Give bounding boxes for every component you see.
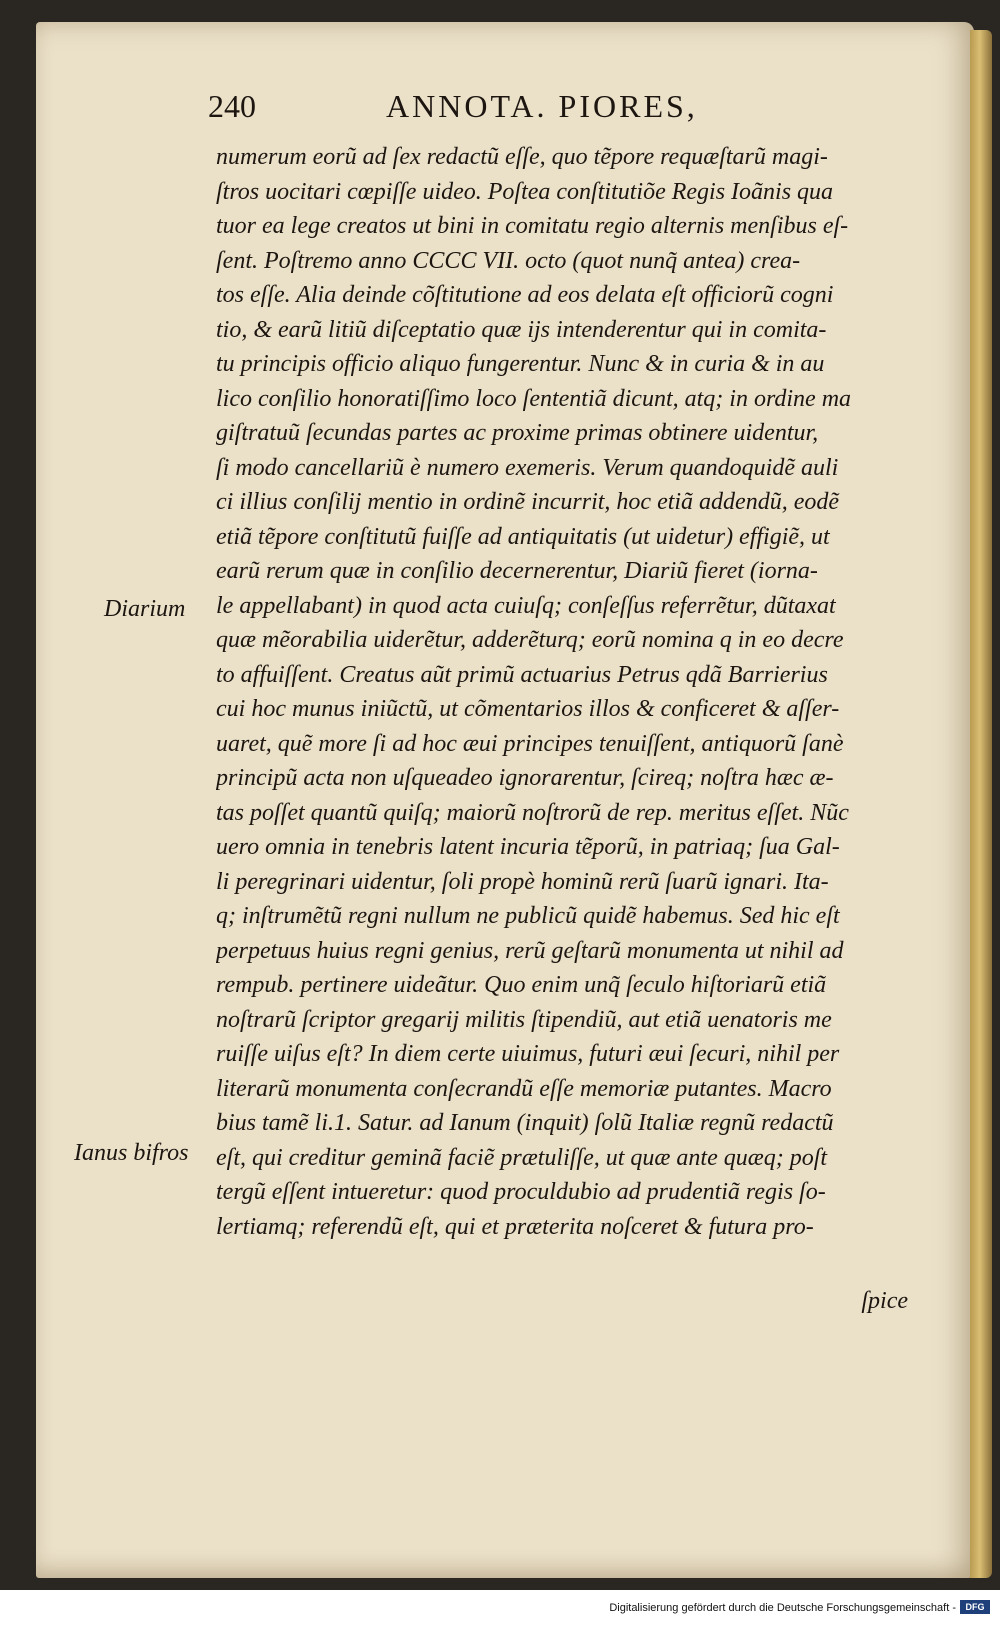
text-line: tu principis officio aliquo fungerentur. Nunc & in curia & in au xyxy=(216,351,825,377)
catchword: ſpice xyxy=(861,1288,908,1314)
funding-credit: Digitalisierung gefördert durch die Deutsche Forschungsgemeinschaft - xyxy=(609,1602,956,1614)
text-line: earũ rerum quæ in conſilio decernerentur, Diariũ fieret (iorna- xyxy=(216,558,818,584)
text-line: eſt, qui creditur geminã faciẽ prætuliſſe, ut quæ ante quæq; poſt xyxy=(216,1144,828,1171)
page-header xyxy=(208,88,748,132)
text-line: ruiſſe uiſus eſt? In diem certe uiuimus, futuri æui ſecuri, nihil per xyxy=(216,1041,840,1067)
text-line: etiã tẽpore conſtitutũ fuiſſe ad antiquitatis (ut uidetur) effigiẽ, ut xyxy=(216,523,830,550)
text-line: to affuiſſent. Creatus aũt primũ actuarius Petrus qdã Barrierius xyxy=(216,661,828,688)
body-text xyxy=(216,140,916,1244)
running-head: ANNOTA. PIORES, xyxy=(386,88,698,124)
text-line: ci illius conſilij mentio in ordinẽ incurrit, hoc etiã addendũ, eodẽ xyxy=(216,489,840,515)
text-line: uero omnia in tenebris latent incuria tẽporũ, in patriaq; ſua Gal- xyxy=(216,834,840,860)
text-line: noſtrarũ ſcriptor gregarij militis ſtipendiũ, aut etiã uenatoris me xyxy=(216,1006,832,1033)
footer-bar xyxy=(0,1590,1000,1626)
text-line: ſtros uocitari cœpiſſe uideo. Poſtea conſtitutiõe Regis Ioãnis qua xyxy=(216,178,834,205)
text-line: q; inſtrumẽtũ regni nullum ne publicũ quidẽ habemus. Sed hic eſt xyxy=(216,903,840,929)
text-line: rempub. pertinere uideãtur. Quo enim unq̃ ſeculo hiſtoriarũ etiã xyxy=(216,972,827,998)
text-line: lertiamq; referendũ eſt, qui et præterita noſceret & futura pro- xyxy=(216,1213,814,1240)
text-line: literarũ monumenta conſecrandũ eſſe memoriæ putantes. Macro xyxy=(216,1075,832,1102)
text-line: perpetuus huius regni genius, rerũ geſtarũ monumenta ut nihil ad xyxy=(216,937,844,964)
text-line: numerum eorũ ad ſex redactũ eſſe, quo tẽpore requæſtarũ magi- xyxy=(216,144,828,170)
page-edge xyxy=(970,30,992,1578)
text-line: tuor ea lege creatos ut bini in comitatu regio alternis menſibus eſ- xyxy=(216,213,849,239)
text-line: lico conſilio honoratiſſimo loco ſententiã dicunt, atq; in ordine ma xyxy=(216,385,852,412)
text-line: uaret, quẽ more ſi ad hoc æui principes tenuiſſent, antiquorũ ſanè xyxy=(216,730,844,757)
text-line: tergũ eſſent intueretur: quod proculdubio ad prudentiã regis ſo- xyxy=(216,1179,826,1205)
marginal-note-diarium: Diarium xyxy=(104,596,186,622)
text-line: giſtratuũ ſecundas partes ac proxime primas obtinere uidentur, xyxy=(216,420,819,446)
text-line: bius tamẽ li.1. Satur. ad Ianum (inquit) ſolũ Italiæ regnũ redactũ xyxy=(216,1110,834,1136)
marginal-note-ianus: Ianus bifros xyxy=(74,1140,189,1166)
text-line: tas poſſet quantũ quiſq; maiorũ noſtrorũ de rep. meritus eſſet. Nũc xyxy=(216,799,849,826)
text-line: quæ mẽorabilia uiderẽtur, adderẽturq; eorũ nomina q in eo decre xyxy=(216,627,844,653)
text-line: tos eſſe. Alia deinde cõſtitutione ad eos delata eſt officiorũ cogni xyxy=(216,282,834,308)
text-line: le appellabant) in quod acta cuiuſq; conſeſſus referrẽtur, dũtaxat xyxy=(216,592,836,619)
text-line: tio, & earũ litiũ diſceptatio quæ ijs intenderentur qui in comita- xyxy=(216,316,827,343)
text-line: ſent. Poſtremo anno CCCC VII. octo (quot nunq̃ antea) crea- xyxy=(216,247,801,274)
dfg-logo: DFG xyxy=(960,1600,990,1614)
text-line: li peregrinari uidentur, ſoli propè hominũ rerũ ſuarũ ignari. Ita- xyxy=(216,868,829,895)
text-line: ſi modo cancellariũ è numero exemeris. Verum quandoquidẽ auli xyxy=(216,454,839,481)
text-line: cui hoc munus iniũctũ, ut cõmentarios illos & conficeret & aſſer- xyxy=(216,696,840,722)
page-number: 240 xyxy=(208,88,256,124)
text-line: principũ acta non uſqueadeo ignorarentur, ſcireq; noſtra hæc æ- xyxy=(216,765,834,791)
